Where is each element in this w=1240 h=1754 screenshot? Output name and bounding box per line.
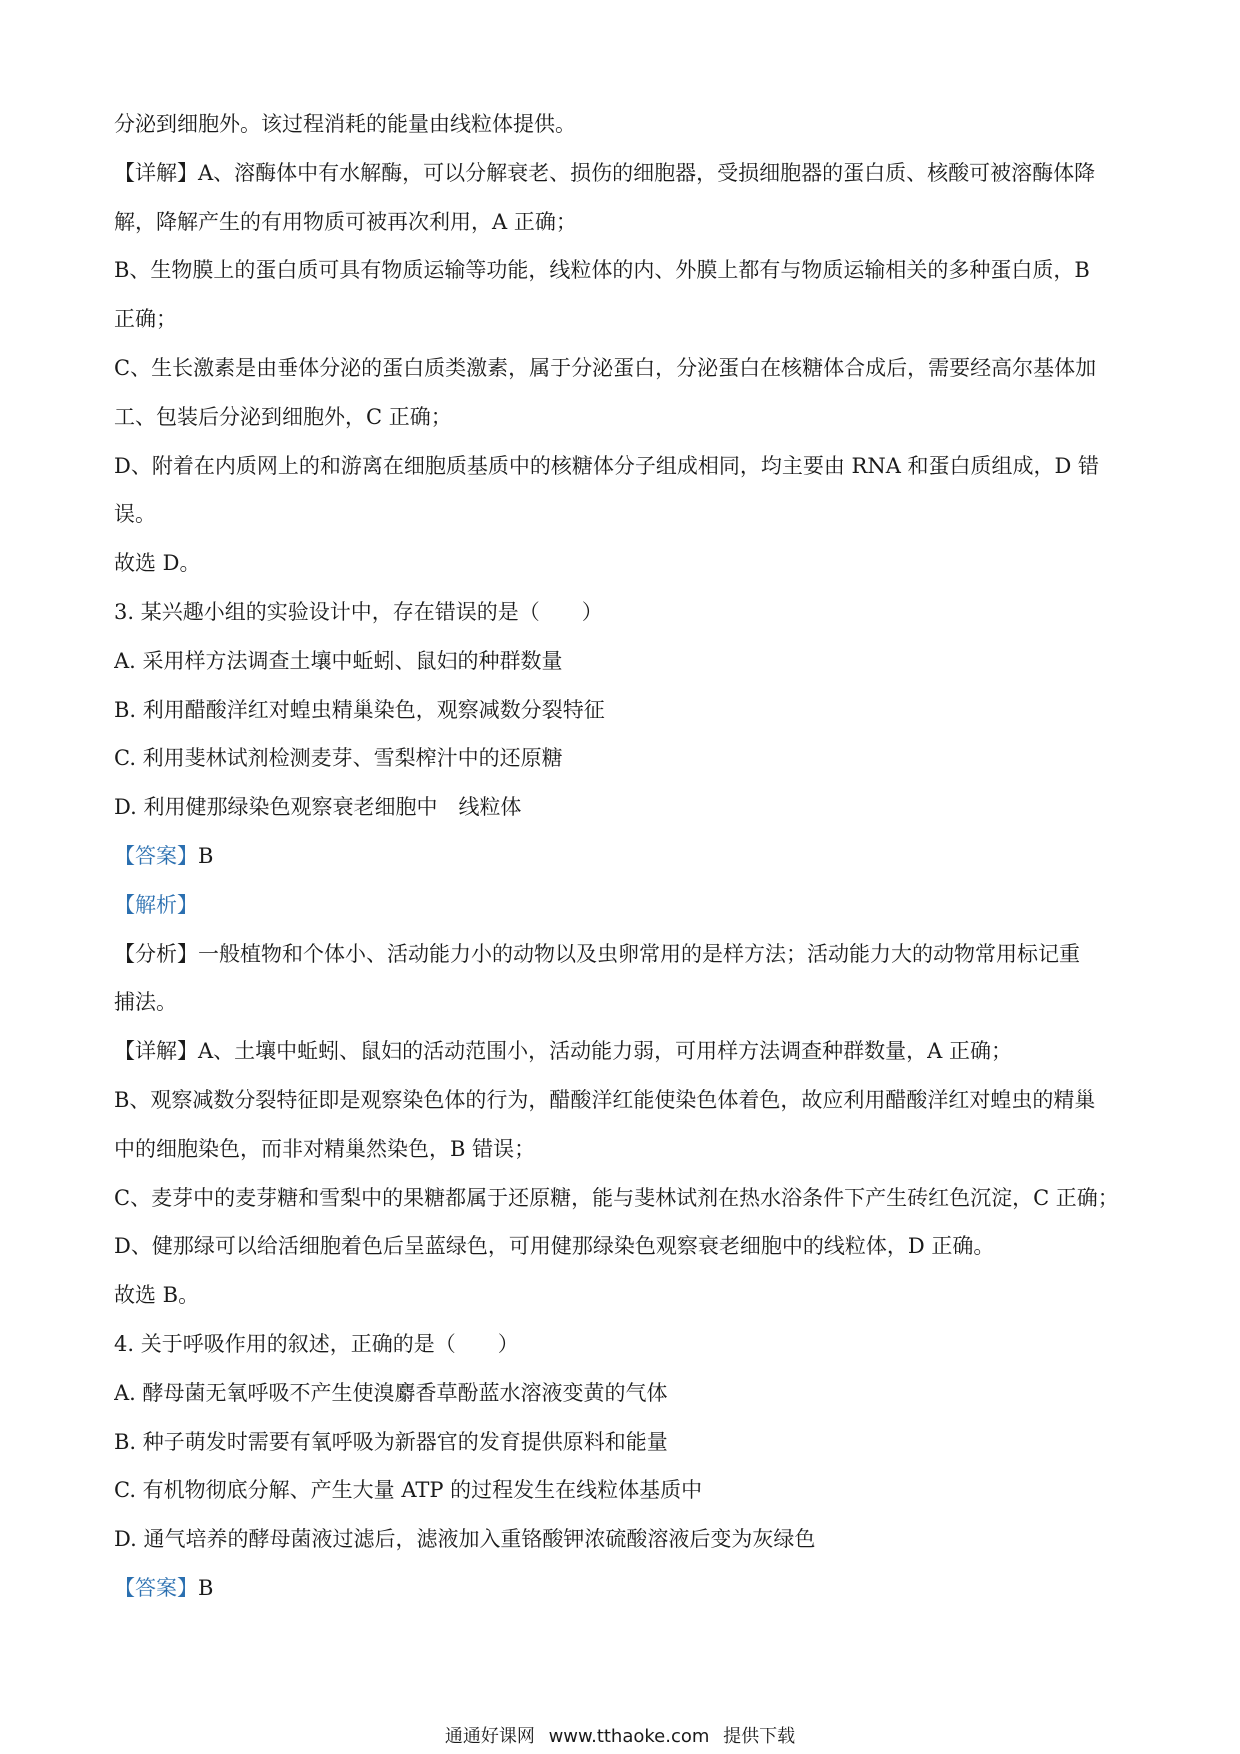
- footer-site: 通通好课网: [444, 1726, 535, 1747]
- text-line: [114, 344, 1134, 393]
- line-text: D、附着在内质网上的和游离在细胞质基质中的核糖体分子组成相同，均主要由 RNA 和蛋白质组成，D 错: [114, 453, 1100, 478]
- text-line: [114, 198, 1134, 247]
- line-text: 故选 B。: [114, 1283, 200, 1308]
- text-line: [114, 832, 1134, 881]
- line-text: B: [198, 843, 214, 868]
- text-line: [114, 881, 1134, 930]
- section-tag: 【答案】: [114, 843, 198, 868]
- text-line: [114, 930, 1134, 979]
- line-text: 解，降解产生的有用物质可被再次利用，A 正确；: [114, 209, 577, 234]
- line-text: 捕法。: [114, 990, 177, 1015]
- text-line: [114, 686, 1134, 735]
- text-line: [114, 637, 1134, 686]
- text-line: [114, 1466, 1134, 1515]
- line-text: 4. 关于呼吸作用的叙述，正确的是（ ）: [114, 1331, 519, 1356]
- text-line: [114, 100, 1134, 149]
- line-text: D. 通气培养的酵母菌液过滤后，滤液加入重铬酸钾浓硫酸溶液后变为灰绿色: [114, 1527, 816, 1552]
- line-text: C、生长激素是由垂体分泌的蛋白质类激素，属于分泌蛋白，分泌蛋白在核糖体合成后，需要经高尔基体加: [114, 355, 1097, 380]
- text-line: [114, 1027, 1134, 1076]
- line-text: B、生物膜上的蛋白质可具有物质运输等功能，线粒体的内、外膜上都有与物质运输相关的多种蛋白质，B: [114, 258, 1090, 283]
- line-text: A. 酵母菌无氧呼吸不产生使溴麝香草酚蓝水溶液变黄的气体: [114, 1380, 668, 1405]
- text-line: [114, 246, 1134, 295]
- document-body: [114, 100, 1134, 1613]
- text-line: [114, 295, 1134, 344]
- text-line: [114, 588, 1134, 637]
- line-text: C. 利用斐林试剂检测麦芽、雪梨榨汁中的还原糖: [114, 746, 563, 771]
- footer-url[interactable]: www.tthaoke.com: [548, 1726, 710, 1747]
- line-text: 【分析】一般植物和个体小、活动能力小的动物以及虫卵常用的是样方法；活动能力大的动物常用标记重: [114, 941, 1080, 966]
- text-line: [114, 734, 1134, 783]
- text-line: [114, 1418, 1134, 1467]
- text-line: [114, 1369, 1134, 1418]
- line-text: 分泌到细胞外。该过程消耗的能量由线粒体提供。: [114, 112, 576, 136]
- line-text: B. 利用醋酸洋红对蝗虫精巢染色，观察减数分裂特征: [114, 697, 605, 722]
- text-line: [114, 442, 1134, 491]
- line-text: A. 采用样方法调查土壤中蚯蚓、鼠妇的种群数量: [114, 648, 563, 673]
- line-text: B: [198, 1575, 214, 1600]
- line-text: 【详解】A、溶酶体中有水解酶，可以分解衰老、损伤的细胞器，受损细胞器的蛋白质、核酸可被溶酶体降: [114, 160, 1096, 185]
- line-text: 误。: [114, 502, 156, 527]
- text-line: [114, 1564, 1134, 1613]
- line-text: B. 种子萌发时需要有氧呼吸为新器官的发育提供原料和能量: [114, 1429, 668, 1454]
- text-line: [114, 1076, 1134, 1125]
- text-line: [114, 1320, 1134, 1369]
- footer-suffix: 提供下载: [723, 1726, 796, 1747]
- line-text: 工、包装后分泌到细胞外，C 正确；: [114, 404, 452, 429]
- line-text: 【详解】A、土壤中蚯蚓、鼠妇的活动范围小，活动能力弱，可用样方法调查种群数量，A 正确；: [114, 1039, 1013, 1064]
- text-line: [114, 1222, 1134, 1271]
- line-text: 正确；: [114, 307, 177, 332]
- text-line: [114, 1271, 1134, 1320]
- text-line: [114, 1515, 1134, 1564]
- line-text: C. 有机物彻底分解、产生大量 ATP 的过程发生在线粒体基质中: [114, 1478, 703, 1503]
- section-tag: 【解析】: [114, 892, 198, 917]
- line-text: 3. 某兴趣小组的实验设计中，存在错误的是（ ）: [114, 599, 603, 624]
- page-footer: [0, 1722, 1240, 1748]
- text-line: [114, 539, 1134, 588]
- line-text: B、观察减数分裂特征即是观察染色体的行为，醋酸洋红能使染色体着色，故应利用醋酸洋红对蝗虫的精巢: [114, 1087, 1096, 1112]
- text-line: [114, 149, 1134, 198]
- line-text: D、健那绿可以给活细胞着色后呈蓝绿色，可用健那绿染色观察衰老细胞中的线粒体，D 正确。: [114, 1234, 995, 1259]
- section-tag: 【答案】: [114, 1575, 198, 1600]
- text-line: [114, 490, 1134, 539]
- text-line: [114, 1125, 1134, 1174]
- text-line: [114, 1174, 1134, 1223]
- line-text: C、麦芽中的麦芽糖和雪梨中的果糖都属于还原糖，能与斐林试剂在热水浴条件下产生砖红色沉淀，C 正确；: [114, 1185, 1119, 1210]
- text-line: [114, 978, 1134, 1027]
- line-text: 中的细胞染色，而非对精巢然染色，B 错误；: [114, 1136, 536, 1161]
- text-line: [114, 393, 1134, 442]
- line-text: 故选 D。: [114, 551, 201, 576]
- line-text: D. 利用健那绿染色观察衰老细胞中 线粒体: [114, 795, 522, 820]
- text-line: [114, 783, 1134, 832]
